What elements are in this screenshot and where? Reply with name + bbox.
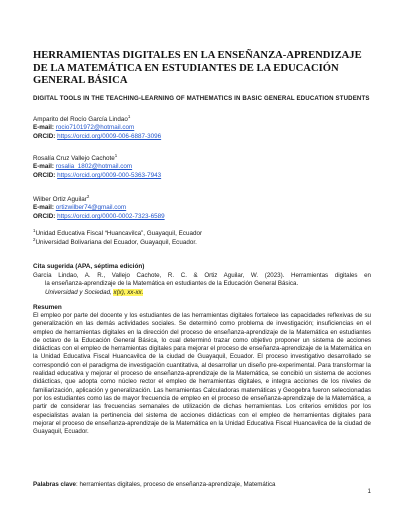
author-orcid-line: ORCID: https://orcid.org/0000-0002-7323-6589 [33,212,165,220]
article-subtitle-english: DIGITAL TOOLS IN THE TEACHING-LEARNING OF MATHEMATICS IN BASIC GENERAL EDUCATION STUDENTS [33,95,370,102]
author-orcid-link[interactable]: https://orcid.org/0000-0002-7323-6589 [57,212,165,220]
author-orcid-link[interactable]: https://orcid.org/0009-006-6887-3096 [57,132,162,140]
author-orcid-link[interactable]: https://orcid.org/0009-000-5363-7943 [57,171,162,179]
affiliation-2: $^2$Universidad Bolivariana del Ecuador, Guayaquil, Ecuador. [33,236,197,246]
citation-text: García Lindao, A. R., Vallejo Cachote, R. C. & Ortiz Aguilar, W. (2023). Herramientas digitales en la enseñanza-aprendizaje de la Matemática en estudiantes de la Educación General Básica. Universidad y Sociedad, x(x), xx-xx. [33,272,371,296]
document-page [33,0,371,526]
author-block-3 [33,196,333,221]
author-email-line: E-mail: ortizwilber74@gmail.com [33,204,127,212]
page-number: 1 [367,488,371,495]
abstract-text: El empleo por parte del docente y los estudiantes de las herramientas digitales fortalece las capacidades reflexivas de su generalización en las demás actividades sociales. Se determinó como problema de investigación; insuficiencias en el empleo de herramientas digitales en la dirección del proceso de enseñanza-aprendizaje de la Matemática en estudiantes de octavo de la Educación General Básica, lo cual determinó trazar como objetivo proponer un sistema de acciones didácticas con el empleo de herramientas digitales para mejorar el proceso de enseñanza-aprendizaje de la Matemática en la Unidad Educativa Fiscal Huancavilca de la ciudad de Guayaquil, Ecuador. El proceso investigativo desarrollado se correspondió con el paradigma de investigación cuantitativa, al desarrollar un diseño pre-experimental. Para transformar la realidad educativa y mejorar el proceso de enseñanza-aprendizaje de la Matemática, se concibió un sistema de acciones didácticas, que adopta como núcleo rector el empleo de herramientas digitales, e integra acciones de los niveles de familiarización, aplicación y generalización. Las herramientas Calculadoras matemáticas y Geogebra fueron seleccionadas por los estudiantes como las de mayor frecuencia de empleo en el proceso de enseñanza-aprendizaje de la Matemática, a partir de considerar las frecuencias semanales de utilización de dichas herramientas. Los criterios emitidos por los especialistas avalan la pertinencia del sistema de acciones didácticas con el empleo de herramientas digitales para mejorar el proceso de enseñanza-aprendizaje de la Matemática en la Unidad Educativa Fiscal Huancavilca de la ciudad de Guayaquil, Ecuador. [33,312,371,436]
citation-heading: Cita sugerida (APA, séptima edición) [33,263,145,270]
author-name: Wilber Ortiz Aguilar$^2$ [33,194,90,203]
author-email-link[interactable]: rocio7101972@hotmail.com [55,124,135,132]
author-email-link[interactable]: ortizwilber74@gmail.com [55,204,127,212]
author-email-link[interactable]: rosalia_1802@hotmail.com [55,163,133,171]
author-name: Amparito del Rocío García Lindao$^1$ [33,114,131,123]
author-block-1 [33,116,333,141]
citation-volume-placeholder: x(x), xx-xx. [113,288,144,296]
author-orcid-line: ORCID: https://orcid.org/0009-006-6887-3096 [33,132,162,140]
author-block-2 [33,155,333,180]
author-name: Rosalía Cruz Vallejo Cachote$^1$ [33,153,118,162]
affiliation-1: $^1$Unidad Educativa Fiscal “Huancavilca”, Guayaquil, Ecuador [33,228,203,237]
keywords: Palabras clave: herramientas digitales, proceso de enseñanza-aprendizaje, Matemática [33,481,276,488]
author-email-line: E-mail: rocio7101972@hotmail.com [33,124,135,132]
affiliations [33,230,202,247]
article-title: HERRAMIENTAS DIGITALES EN LA ENSEÑANZA-APRENDIZAJE DE LA MATEMÁTICA EN ESTUDIANTES DE LA EDUCACIÓN GENERAL BÁSICA [33,50,362,87]
abstract-heading: Resumen [33,304,62,311]
author-email-line: E-mail: rosalia_1802@hotmail.com [33,163,133,171]
author-orcid-line: ORCID: https://orcid.org/0009-000-5363-7943 [33,171,162,179]
